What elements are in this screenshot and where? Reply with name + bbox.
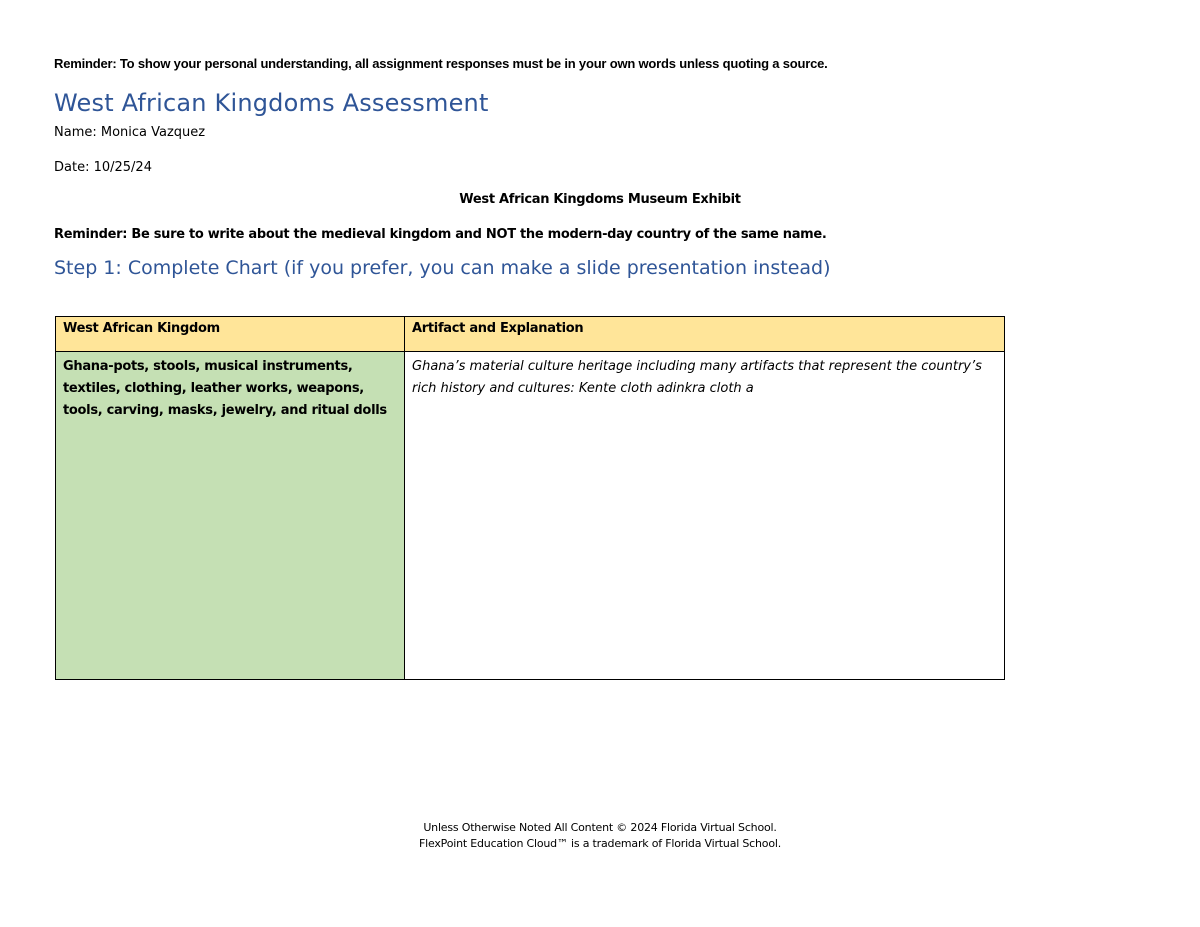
artifact-explanation-cell[interactable]: Ghana’s material culture heritage including many artifacts that represent the country’s rich history and cultures: Kente cloth adinkra cloth a	[405, 352, 1005, 680]
table-row	[56, 352, 1005, 680]
kingdom-cell[interactable]: Ghana-pots, stools, musical instruments, textiles, clothing, leather works, weapons, tools, carving, masks, jewelry, and ritual dolls	[56, 352, 405, 680]
exhibit-title: West African Kingdoms Museum Exhibit	[459, 192, 741, 207]
page-title: West African Kingdoms Assessment	[54, 89, 489, 117]
header-kingdom: West African Kingdom	[56, 317, 405, 352]
step-1-heading: Step 1: Complete Chart (if you prefer, you can make a slide presentation instead)	[54, 257, 831, 279]
footer-copyright: Unless Otherwise Noted All Content © 2024 Florida Virtual School.	[423, 821, 777, 834]
footer	[0, 820, 1200, 852]
student-name: Name: Monica Vazquez	[54, 125, 206, 140]
reminder-own-words: Reminder: To show your personal understanding, all assignment responses must be in your own words unless quoting a source.	[54, 56, 828, 71]
table-header-row	[56, 317, 1005, 352]
submission-date: Date: 10/25/24	[54, 160, 152, 175]
kingdom-artifact-table	[55, 316, 1005, 680]
footer-trademark: FlexPoint Education Cloud™ is a trademark of Florida Virtual School.	[418, 837, 781, 850]
header-artifact: Artifact and Explanation	[405, 317, 1005, 352]
reminder-medieval-kingdom: Reminder: Be sure to write about the medieval kingdom and NOT the modern-day country of the same name.	[54, 227, 827, 242]
